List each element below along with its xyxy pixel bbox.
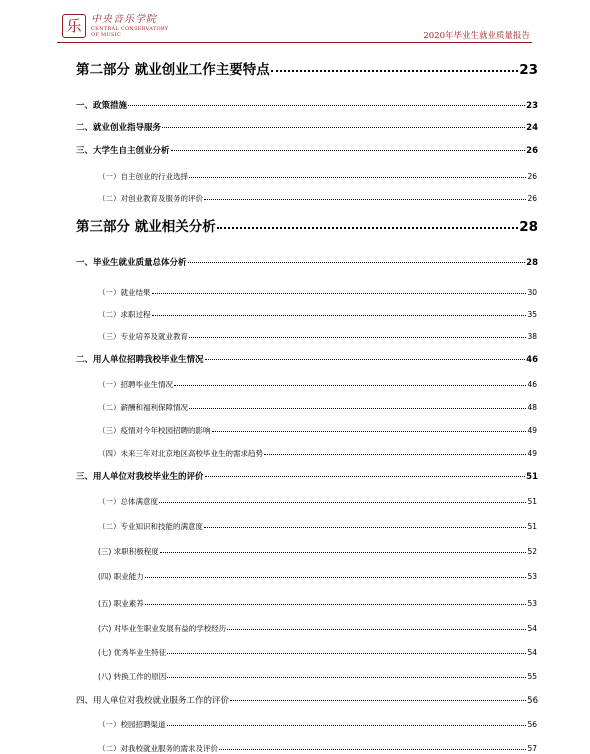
toc-entry[interactable]	[98, 662, 537, 682]
toc-entry-title: (六) 对毕业生职业发展有益的学校经历	[98, 624, 227, 633]
toc-entry-title: （二）求职过程	[98, 310, 151, 319]
toc-entry[interactable]	[76, 136, 538, 156]
toc-entry-title: (四) 职业能力	[98, 572, 144, 581]
toc-dot-leader	[264, 438, 526, 455]
toc-entry[interactable]	[76, 113, 538, 133]
toc-entry-title: 三、大学生自主创业分析	[76, 146, 170, 156]
toc-page-number: 49	[527, 426, 537, 435]
toc-page-number: 35	[527, 310, 537, 319]
toc-dot-leader	[217, 211, 519, 229]
toc-entry-title: 一、政策措施	[76, 101, 128, 111]
logo-chinese-name: 中央音乐学院	[91, 14, 157, 25]
toc-entry-title: （一）总体满意度	[98, 497, 158, 506]
toc-dot-leader	[230, 684, 526, 701]
toc-entry-title: (七) 优秀毕业生特征	[98, 648, 167, 657]
toc-entry-title: （二）对创业教育及服务的评价	[98, 194, 203, 203]
toc-entry[interactable]	[98, 710, 537, 730]
school-logo	[62, 14, 168, 38]
toc-dot-leader	[189, 392, 526, 409]
toc-page-number: 23	[519, 62, 538, 78]
toc-page-number: 56	[527, 696, 538, 706]
toc-page-number: 46	[527, 380, 537, 389]
toc-entry[interactable]	[98, 487, 537, 507]
toc-page-number: 54	[527, 648, 537, 657]
toc-entry[interactable]	[76, 248, 538, 268]
toc-entry-title: 第二部分 就业创业工作主要特点	[76, 62, 270, 78]
toc-entry[interactable]	[98, 589, 537, 609]
toc-entry-title: (三) 求职积极程度	[98, 547, 159, 556]
toc-entry-title: 二、用人单位招聘我校毕业生情况	[76, 355, 204, 365]
toc-entry[interactable]	[98, 439, 537, 459]
toc-entry-title: （一）校园招聘渠道	[98, 720, 166, 729]
toc-page-number: 55	[527, 672, 537, 681]
toc-page-number: 51	[526, 472, 538, 482]
toc-entry-title: 四、用人单位对我校就业服务工作的评价	[76, 696, 230, 706]
toc-dot-leader	[204, 511, 526, 528]
toc-dot-leader	[159, 486, 526, 503]
toc-entry-title: （一）招聘毕业生情况	[98, 380, 173, 389]
toc-entry-title: （三）专业培养及就业教育	[98, 332, 188, 341]
toc-entry[interactable]	[76, 213, 538, 235]
toc-page-number: 52	[527, 547, 537, 556]
toc-dot-leader	[205, 460, 526, 477]
toc-page-number: 26	[527, 172, 537, 181]
toc-entry-title: （二）对我校就业服务的需求及评价	[98, 744, 218, 753]
toc-entry[interactable]	[98, 162, 537, 182]
toc-entry[interactable]	[98, 562, 537, 582]
toc-page-number: 57	[527, 744, 537, 753]
toc-dot-leader	[167, 661, 526, 678]
toc-entry-title: 二、就业创业指导服务	[76, 123, 162, 133]
toc-dot-leader	[167, 709, 527, 726]
toc-entry-title: 第三部分 就业相关分析	[76, 219, 216, 235]
toc-dot-leader	[204, 183, 526, 200]
toc-page-number: 28	[526, 258, 538, 268]
toc-page-number: 46	[526, 355, 538, 365]
toc-entry[interactable]	[76, 462, 538, 482]
toc-entry[interactable]	[98, 322, 537, 342]
toc-entry-title: （二）薪酬和福利保障情况	[98, 403, 188, 412]
toc-entry[interactable]	[76, 56, 538, 78]
toc-entry-title: （四）未来三年对北京地区高校毕业生的需求趋势	[98, 449, 263, 458]
toc-page-number: 51	[527, 522, 537, 531]
toc-entry[interactable]	[98, 184, 537, 204]
toc-entry[interactable]	[98, 537, 537, 557]
toc-page-number: 26	[527, 194, 537, 203]
toc-dot-leader	[167, 637, 526, 654]
toc-entry-title: 三、用人单位对我校毕业生的评价	[76, 472, 204, 482]
toc-page-number: 56	[527, 720, 537, 729]
toc-entry[interactable]	[76, 686, 538, 706]
toc-page-number: 30	[527, 288, 537, 297]
toc-dot-leader	[152, 277, 527, 294]
toc-entry[interactable]	[98, 416, 537, 436]
toc-dot-leader	[145, 588, 527, 605]
toc-dot-leader	[205, 343, 526, 360]
toc-dot-leader	[152, 299, 527, 316]
toc-page-number: 53	[527, 572, 537, 581]
toc-page-number: 26	[526, 146, 538, 156]
toc-dot-leader	[160, 536, 527, 553]
toc-dot-leader	[212, 415, 527, 432]
toc-entry-title: （二）专业知识和技能的满意度	[98, 522, 203, 531]
toc-page-number: 23	[526, 101, 538, 111]
logo-text	[91, 14, 168, 38]
toc-dot-leader	[189, 321, 526, 338]
toc-dot-leader	[227, 613, 526, 630]
toc-entry-title: （三）疫情对今年校园招聘的影响	[98, 426, 211, 435]
page-header	[0, 0, 590, 46]
logo-english-name-line1: CENTRAL CONSERVATORY	[91, 26, 169, 32]
toc-entry[interactable]	[98, 614, 537, 634]
toc-entry-title: （一）自主创业的行业选择	[98, 172, 188, 181]
toc-entry[interactable]	[76, 91, 538, 111]
logo-english-name-line2: OF MUSIC	[91, 32, 122, 38]
toc-dot-leader	[145, 561, 527, 578]
toc-page-number: 24	[526, 123, 538, 133]
toc-entry[interactable]	[98, 638, 537, 658]
toc-entry-title: (五) 职业素养	[98, 599, 144, 608]
toc-dot-leader	[128, 89, 525, 106]
toc-entry[interactable]	[98, 512, 537, 532]
toc-entry-title: (八) 转换工作的原因	[98, 672, 167, 681]
toc-page-number: 54	[527, 624, 537, 633]
header-divider	[57, 42, 532, 43]
toc-entry-title: （一）就业结果	[98, 288, 151, 297]
toc-entry-title: 一、毕业生就业质量总体分析	[76, 258, 187, 268]
report-title: 2020年毕业生就业质量报告	[423, 31, 530, 41]
toc-entry[interactable]	[98, 300, 537, 320]
toc-dot-leader	[219, 733, 526, 750]
toc-page-number: 28	[519, 219, 538, 235]
toc-dot-leader	[271, 54, 519, 72]
toc-entry[interactable]	[98, 734, 537, 754]
toc-dot-leader	[162, 111, 525, 128]
toc-page-number: 53	[527, 599, 537, 608]
toc-page-number: 48	[527, 403, 537, 412]
toc-dot-leader	[171, 134, 526, 151]
toc-entry[interactable]	[98, 393, 537, 413]
toc-entry[interactable]	[98, 370, 537, 390]
toc-dot-leader	[189, 161, 526, 178]
toc-page-number: 49	[527, 449, 537, 458]
toc-dot-leader	[188, 246, 526, 263]
toc-entry[interactable]	[98, 278, 537, 298]
toc-page-number: 38	[527, 332, 537, 341]
toc-entry[interactable]	[76, 345, 538, 365]
toc-page-number: 51	[527, 497, 537, 506]
school-seal-icon: 乐	[62, 14, 86, 38]
toc-dot-leader	[174, 369, 526, 386]
